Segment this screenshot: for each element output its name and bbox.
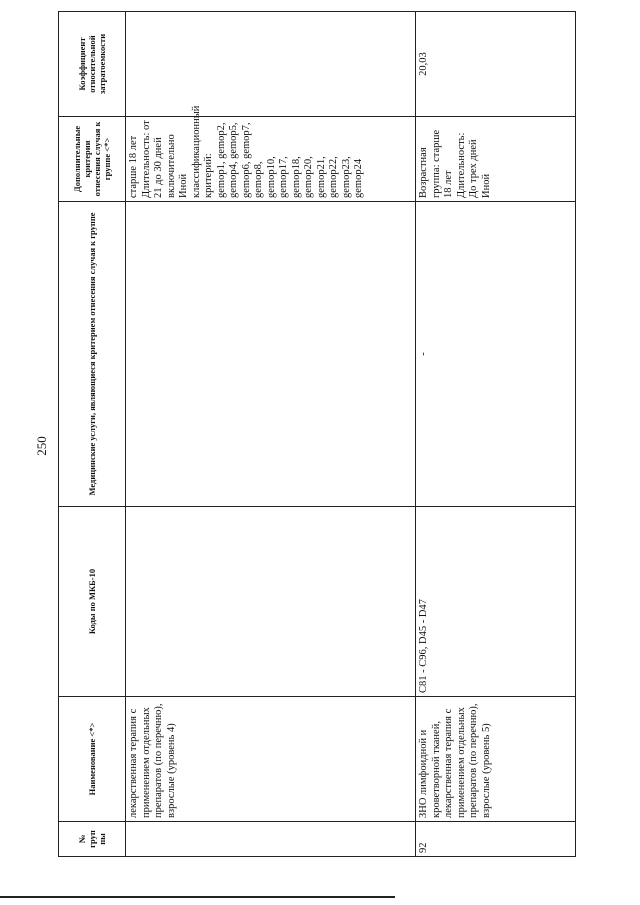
cell-cost-coefficient [126, 12, 416, 117]
cell-name: лекарственная терапия с применением отдельных препаратов (по перечню), взрослые (уровень 4) [126, 697, 416, 822]
header-cost-coefficient: Коэффициент относительной затратоемкости [59, 12, 126, 117]
header-medical-services: Медицинские услуги, являющиеся критерием отнесения случая к группе [59, 202, 126, 507]
header-icd-codes: Коды по МКБ-10 [59, 507, 126, 697]
cell-icd-codes [126, 507, 416, 697]
page-number: 250 [33, 436, 49, 456]
rotated-table-sheet [58, 12, 571, 857]
cell-additional-criteria: Возрастная группа: старше 18 лет Длительность: До трех дней Иной [416, 117, 576, 202]
table-row [126, 12, 416, 857]
cell-cost-coefficient: 20,03 [416, 12, 576, 117]
header-additional-criteria: Дополнительные критерии отнесения случая к группе <*> [59, 117, 126, 202]
header-row [59, 12, 126, 857]
cell-medical-services: - [416, 202, 576, 507]
cell-group-number: 92 [416, 822, 576, 857]
header-group-number: № груп пы [59, 822, 126, 857]
cell-icd-codes: C81 - C96, D45 - D47 [416, 507, 576, 697]
table-row [416, 12, 576, 857]
cell-medical-services [126, 202, 416, 507]
ksg-table [58, 11, 576, 857]
cell-name: ЗНО лимфоидной и кроветворной тканей, лекарственная терапия с применением отдельных препаратов (по перечню), взрослые (уровень 5) [416, 697, 576, 822]
header-name: Наименование <*> [59, 697, 126, 822]
bottom-divider [0, 896, 395, 898]
cell-group-number [126, 822, 416, 857]
cell-additional-criteria: старше 18 лет Длительность: от 21 до 30 дней включительно Иной классификационный критерий: gemop1, gemop2, gemop4, gemop5, gemop6, gemop7, gemop8, gemop10, gemop17, gemop18, gemop20, gemop21, gemop22, gemop23, gemop24 [126, 117, 416, 202]
